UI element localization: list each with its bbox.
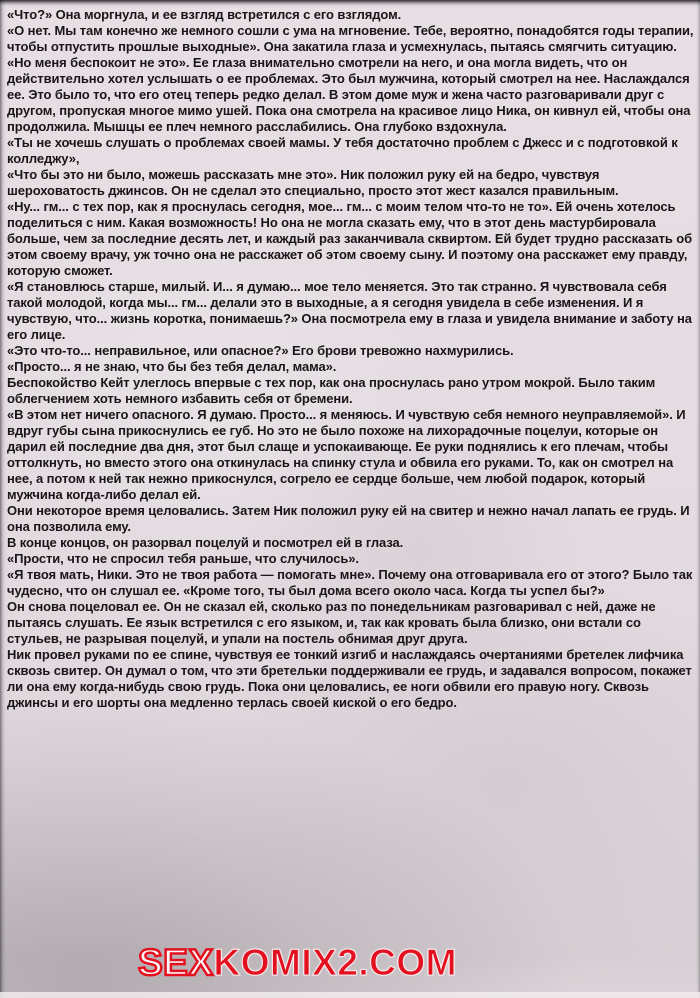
- paragraph: Беспокойство Кейт улеглось впервые с тех пор, как она проснулась рано утром мокрой. Было таким облегчением хоть немного избавить себя от бремени.: [7, 375, 656, 406]
- page-bottom-edge: [0, 992, 700, 998]
- paragraph: «В этом нет ничего опасного. Я думаю. Просто... я меняюсь. И чувствую себя немного неуправляемой». И вдруг губы сына прикоснулись ее губ. Но это не было похоже на лихорадочные поцелуи, которые он дарил ей последние два дня, этот был слаще и успокаивающе. Ее руки поднялись к его плечам, чтобы оттолкнуть, но вместо этого она откинулась на спинку стула и обвила его руками. То, как он смотрел на нее, а потом к ней так нежно прикоснулся, согрело ее сердце больше, чем любой подарок, который мужчина когда-либо делал ей.: [7, 407, 686, 502]
- paragraph: Ник провел руками по ее спине, чувствуя ее тонкий изгиб и наслаждаясь очертаниями бретелек лифчика сквозь свитер. Он думал о том, что эти бретельки поддерживали ее грудь, и задавался вопросом, покажет ли она ему когда-нибудь свою грудь. Пока они целовались, ее ноги обвили его правую ногу. Сквозь джинсы и его шорты она медленно терлась своей киской о его бедро.: [7, 647, 692, 710]
- paragraph: «Я твоя мать, Ники. Это не твоя работа — помогать мне». Почему она отговаривала его от этого? Было так чудесно, что он слушал ее. «Кроме того, ты был дома всего около часа. Когда ты успел бы?»: [7, 567, 693, 598]
- paragraph: Он снова поцеловал ее. Он не сказал ей, сколько раз по понедельникам разговаривал с ней, даже не пытаясь слушать. Ее язык встретился с его языком, и, так как кровать была близко, они встали со стульев, не разрывая поцелуй, и упали на постель обнимая друг друга.: [7, 599, 656, 646]
- paragraph: «Что бы это ни было, можешь рассказать мне это». Ник положил руку ей на бедро, чувствуя шероховатость джинсов. Он не сделал это специально, просто этот жест казался правильным.: [7, 167, 619, 198]
- paragraph: «Я становлюсь старше, милый. И... я думаю... мое тело меняется. Это так странно. Я чувствовала себя такой молодой, когда мы... гм... делали это в выходные, а я сегодня увидела в себе изменения. И я чувствую, что... жизнь коротка, понимаешь?» Она посмотрела ему в глаза и увидела внимание и заботу на его лице.: [7, 279, 692, 342]
- paragraph: «Ты не хочешь слушать о проблемах своей мамы. У тебя достаточно проблем с Джесс и с подготовкой к колледжу»,: [7, 135, 678, 166]
- story-text: [7, 7, 695, 711]
- paragraph: «Ну... гм... с тех пор, как я проснулась сегодня, мое... гм... с моим телом что-то не то». Ей очень хотелось поделиться с ним. Какая возможность! Но она не могла сказать ему, что в этот день мастурбировала больше, чем за последние десять лет, и каждый раз заканчивала сквиртом. Ей будет трудно рассказать об этом своему врачу, уж точно она не расскажет об этом своему сыну. И поэтому она расскажет ему правду, которую сможет.: [7, 199, 693, 278]
- paragraph: «Что?» Она моргнула, и ее взгляд встретился с его взглядом.: [7, 7, 402, 22]
- paragraph: В конце концов, он разорвал поцелуй и посмотрел ей в глаза.: [7, 535, 404, 550]
- paragraph: «Просто... я не знаю, что бы без тебя делал, мама».: [7, 359, 337, 374]
- paragraph: «Это что-то... неправильное, или опасное?» Его брови тревожно нахмурились.: [7, 343, 514, 358]
- paragraph: «О нет. Мы там конечно же немного сошли с ума на мгновение. Тебе, вероятно, понадобятся годы терапии, чтобы отпустить прошлые выходные». Она закатила глаза и усмехнулась, пытаясь смягчить ситуацию.: [7, 23, 694, 54]
- watermark-sex-part: SEX: [138, 942, 214, 983]
- paragraph: Они некоторое время целовались. Затем Ник положил руку ей на свитер и нежно начал лапать ее грудь. И она позволила ему.: [7, 503, 690, 534]
- watermark-sexkomix2: [138, 944, 457, 981]
- watermark-komix-part: KOMIX2.COM: [213, 942, 458, 983]
- paragraph: «Прости, что не спросил тебя раньше, что случилось».: [7, 551, 359, 566]
- paragraph: «Но меня беспокоит не это». Ее глаза внимательно смотрели на него, и она могла видеть, что он действительно хотел услышать о ее проблемах. Это был мужчина, который смотрел на нее. Наслаждался ее. Это было то, что его отец теперь редко делал. В этом доме муж и жена часто разговаривали друг с другом, пропуская многое мимо ушей. Пока она смотрела на красивое лицо Ника, он кивнул ей, чтобы она продолжила. Мышцы ее плеч немного расслабились. Она глубоко вздохнула.: [7, 55, 691, 134]
